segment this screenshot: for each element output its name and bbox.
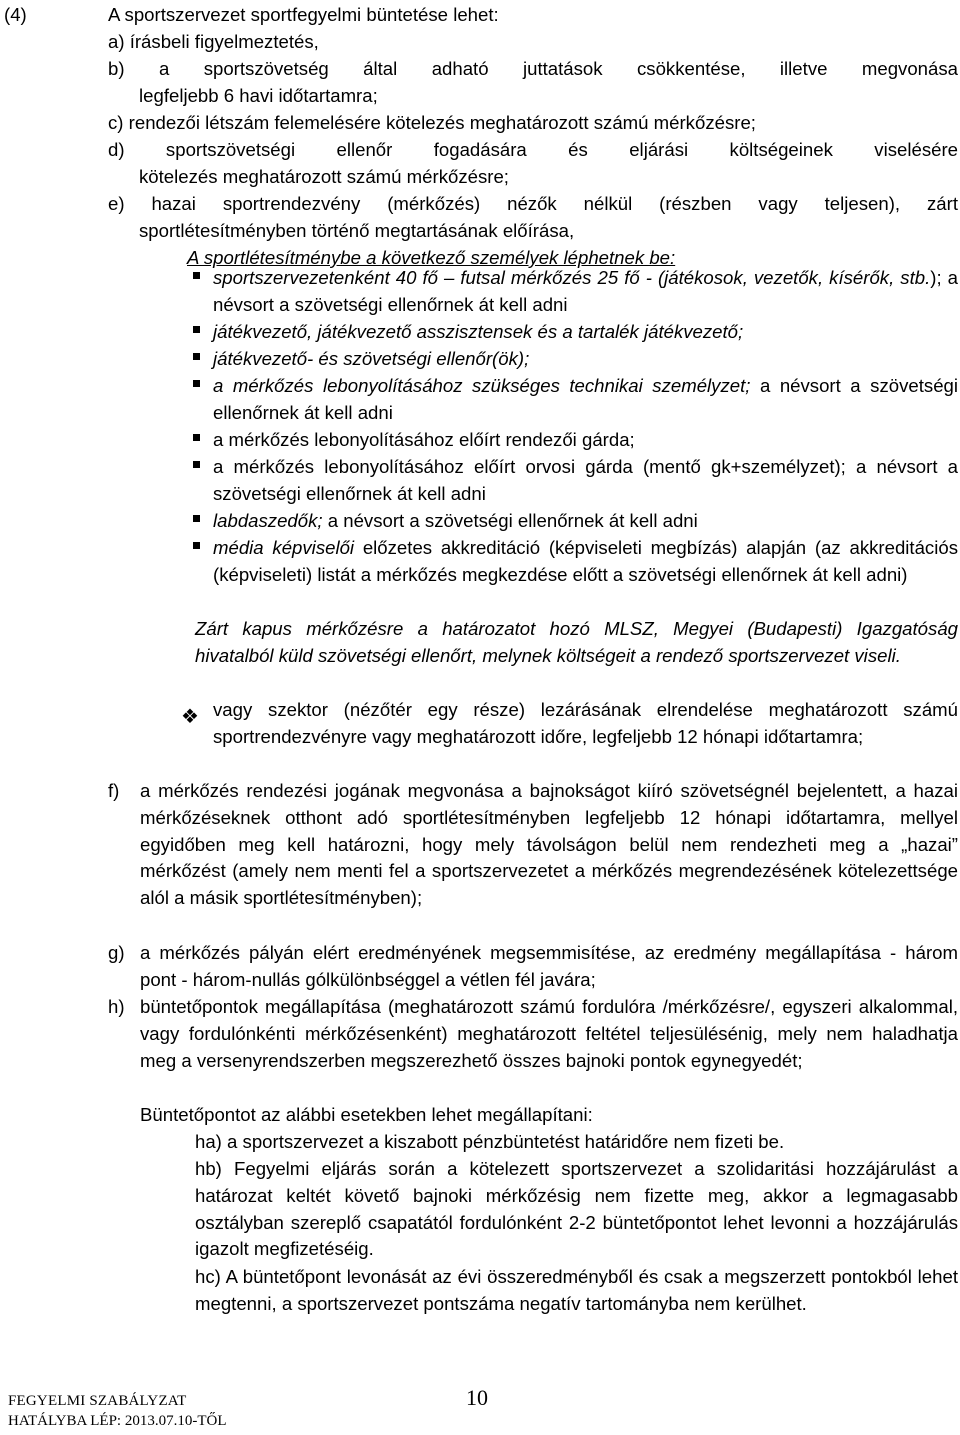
square-bullet-icon xyxy=(193,380,200,387)
footer-date: HATÁLYBA LÉP: 2013.07.10-TŐL xyxy=(8,1413,227,1429)
square-bullet-icon xyxy=(193,434,200,441)
diamond-bullet-icon: ❖ xyxy=(181,706,199,728)
sector-paragraph: vagy szektor (nézőtér egy része) lezárásának elrendelése meghatározott számú sportrendezvényre vagy meghatározott időre, legfeljebb 12 hónapi időtartamra; xyxy=(213,699,958,747)
item-h-text: büntetőpontok megállapítása (meghatározott számú fordulóra /mérkőzésre/, egyszeri alkalommal, vagy fordulónkénti mérkőzésenként) meghatározott feltétel teljesülésénig, mely nem haladhatja meg a versenyrendszerben megszerezhető összes bajnoki pontok egynegyedét; xyxy=(140,996,958,1071)
section-number: (4) xyxy=(4,4,27,25)
item-f-label: f) xyxy=(108,780,120,801)
bullet-list-item: a mérkőzés lebonyolításához előírt orvosi gárda (mentő gk+személyzet); a névsort a szövetségi ellenőrnek át kell adni xyxy=(213,456,958,504)
item-d-line2: kötelezés meghatározott számú mérkőzésre; xyxy=(139,166,509,187)
square-bullet-icon xyxy=(193,515,200,522)
item-d-line1: d) sportszövetségi ellenőr fogadására és eljárási költségeinek viselésére xyxy=(108,139,958,160)
item-b-line1: b) a sportszövetség által adható juttatások csökkentése, illetve megvonása xyxy=(108,58,958,79)
intro-text: A sportszervezet sportfegyelmi büntetése lehet: xyxy=(108,4,499,25)
item-e-line1: e) hazai sportrendezvény (mérkőzés) nézők nélkül (részben vagy teljesen), zárt xyxy=(108,193,958,214)
footer-title: FEGYELMI SZABÁLYZAT xyxy=(8,1393,187,1409)
closed-door-paragraph: Zárt kapus mérkőzésre a határozatot hozó MLSZ, Megyei (Budapesti) Igazgatóság hivatalból küld szövetségi ellenőrt, melynek költségeit a rendező sportszervezet viseli. xyxy=(195,618,958,666)
bullet-list-item: média képviselői előzetes akkreditáció (képviseleti megbízás) alapján (az akkreditációs (képviseleti) listát a mérkőzés megkezdése előtt a szövetségi ellenőrnek át kell adni) xyxy=(213,537,958,585)
item-h-label: h) xyxy=(108,996,125,1017)
item-e-line2: sportlétesítményben történő megtartásának előírása, xyxy=(139,220,575,241)
page-number: 10 xyxy=(466,1385,488,1410)
item-g-label: g) xyxy=(108,942,125,963)
bullet-list-item: játékvezető- és szövetségi ellenőr(ök); xyxy=(213,348,530,369)
square-bullet-icon xyxy=(193,353,200,360)
square-bullet-icon xyxy=(193,326,200,333)
penalty-intro: Büntetőpontot az alábbi esetekben lehet megállapítani: xyxy=(140,1104,593,1125)
bullet-list-item: a mérkőzés lebonyolításához szükséges technikai személyzet; a névsort a szövetségi ellenőrnek át kell adni xyxy=(213,375,959,423)
square-bullet-icon xyxy=(193,272,200,279)
item-c: c) rendezői létszám felemelésére kötelezés meghatározott számú mérkőzésre; xyxy=(108,112,756,133)
bullet-list-item: sportszervezetenként 40 fő – futsal mérkőzés 25 fő - (játékosok, vezetők, kísérők, stb.); a névsort a szövetségi ellenőrnek át kell adni xyxy=(213,267,958,315)
item-hc: hc) A büntetőpont levonását az évi összeredményből és csak a megszerzett pontokból lehet megtenni, a sportszervezet pontszáma negatív tartományba nem kerülhet. xyxy=(195,1266,958,1314)
entry-heading: A sportlétesítménybe a következő személyek léphetnek be: xyxy=(187,247,676,268)
bullet-list-item: labdaszedők; a névsort a szövetségi ellenőrnek át kell adni xyxy=(213,510,698,531)
item-g-text: a mérkőzés pályán elért eredményének megsemmisítése, az eredmény megállapítása - három pont - három-nullás gólkülönbséggel a vétlen fél javára; xyxy=(140,942,958,990)
square-bullet-icon xyxy=(193,461,200,468)
item-a: a) írásbeli figyelmeztetés, xyxy=(108,31,319,52)
square-bullet-icon xyxy=(193,542,200,549)
bullet-list-item: a mérkőzés lebonyolításához előírt rendezői gárda; xyxy=(213,429,635,450)
item-b-line2: legfeljebb 6 havi időtartamra; xyxy=(139,85,378,106)
item-ha: ha) a sportszervezet a kiszabott pénzbüntetést határidőre nem fizeti be. xyxy=(195,1131,785,1152)
bullet-list-item: játékvezető, játékvezető asszisztensek és a tartalék játékvezető; xyxy=(213,321,744,342)
item-hb: hb) Fegyelmi eljárás során a kötelezett sportszervezet a szolidaritási hozzájárulást a határozat keltét követő bajnoki mérkőzésig nem fizette meg, akkor a legmagasabb osztályban szereplő csapatától fordulónként 2-2 büntetőpontot lehet levonni a hozzájárulás igazolt megfizetéséig. xyxy=(195,1158,958,1260)
item-f-text: a mérkőzés rendezési jogának megvonása a bajnokságot kiíró szövetségnél bejelentett, a hazai mérkőzéseknek otthont adó sportlétesítményben legfeljebb 12 hónapi időtartamra, mellyel egyidőben meg kell határozni, hogy mely távolságon belül nem rendezheti meg a „hazai” mérkőzést (amely nem menti fel a sportszervezetet a mérkőzés megrendezésének kötelezettsége alól a másik sportlétesítményben); xyxy=(140,780,958,909)
